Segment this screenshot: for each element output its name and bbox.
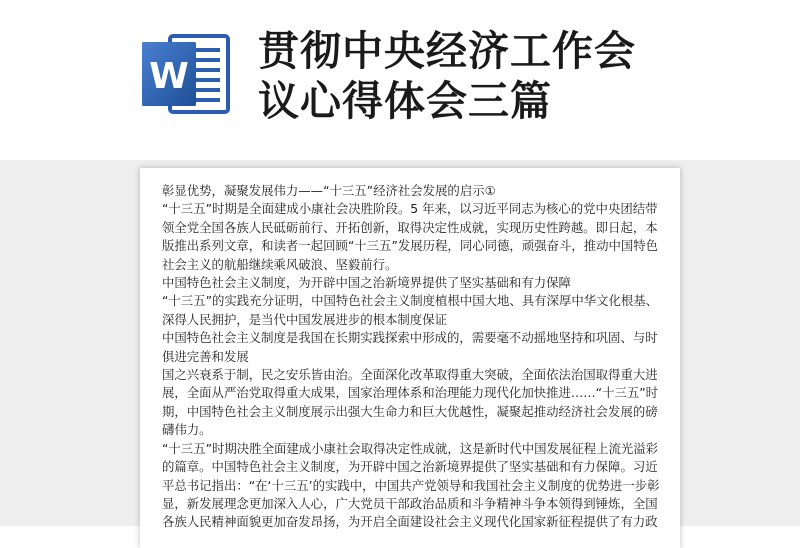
- paragraph: 彰显优势，凝聚发展伟力——“十三五”经济社会发展的启示①: [162, 183, 496, 198]
- title-line-1: 贯彻中央经济工作会: [258, 27, 636, 75]
- paragraph: 中国特色社会主义制度是我国在长期实践探索中形成的，需要毫不动摇地坚持和巩固、与时俱进完善和发展: [162, 330, 658, 364]
- header-banner: [0, 0, 800, 160]
- document-body: [162, 182, 662, 532]
- paragraph: “十三五”时期是全面建成小康社会决胜阶段。5 年来，以习近平同志为核心的党中央团结带领全党全国各族人民砥砺前行、开拓创新，取得决定性成就，实现历史性跨越。即日起，本版推出系列文章，和读者一起回顾“十三五”发展历程，同心同德，顽强奋斗，推动中国特色社会主义的航船继续乘风破浪、坚毅前行。: [162, 201, 659, 272]
- paragraph: “十三五”的实践充分证明，中国特色社会主义制度植根中国大地、具有深厚中华文化根基、深得人民拥护，是当代中国发展进步的根本制度保证: [162, 293, 659, 327]
- paragraph: 国之兴衰系于制，民之安乐皆由治。全面深化改革取得重大突破，全面依法治国取得重大进展，全面从严治党取得重大成果，国家治理体系和治理能力现代化加快推进……“十三五”时期，中国特色社会主义制度展示出强大生命力和巨大优越性，凝聚起推动经济社会发展的磅礴伟力。: [162, 367, 659, 438]
- title-line-2: 议心得体会三篇: [258, 77, 552, 125]
- word-doc-icon: [140, 30, 232, 118]
- paragraph: 中国特色社会主义制度，为开辟中国之治新境界提供了坚实基础和有力保障: [162, 275, 571, 291]
- word-icon-letter: W: [149, 56, 189, 97]
- paragraph: “十三五”时期决胜全面建成小康社会取得决定性成就，这是新时代中国发展征程上流光溢彩的篇章。中国特色社会主义制度，为开辟中国之治新境界提供了坚实基础和有力保障。习近平总书记指出：“在‘十三五’的实践中，中国共产党领导和我国社会主义制度的优势进一步彰显，新发展理念更加深入人心，广大党员干部政治品质和斗争精神斗争本领得到锤炼，全国各族人民精神面貌更加奋发昂扬，为开启全面建设社会主义现代化国家新征程提供了有力政: [162, 440, 660, 530]
- page-title: [258, 26, 698, 126]
- document-page: [140, 168, 680, 548]
